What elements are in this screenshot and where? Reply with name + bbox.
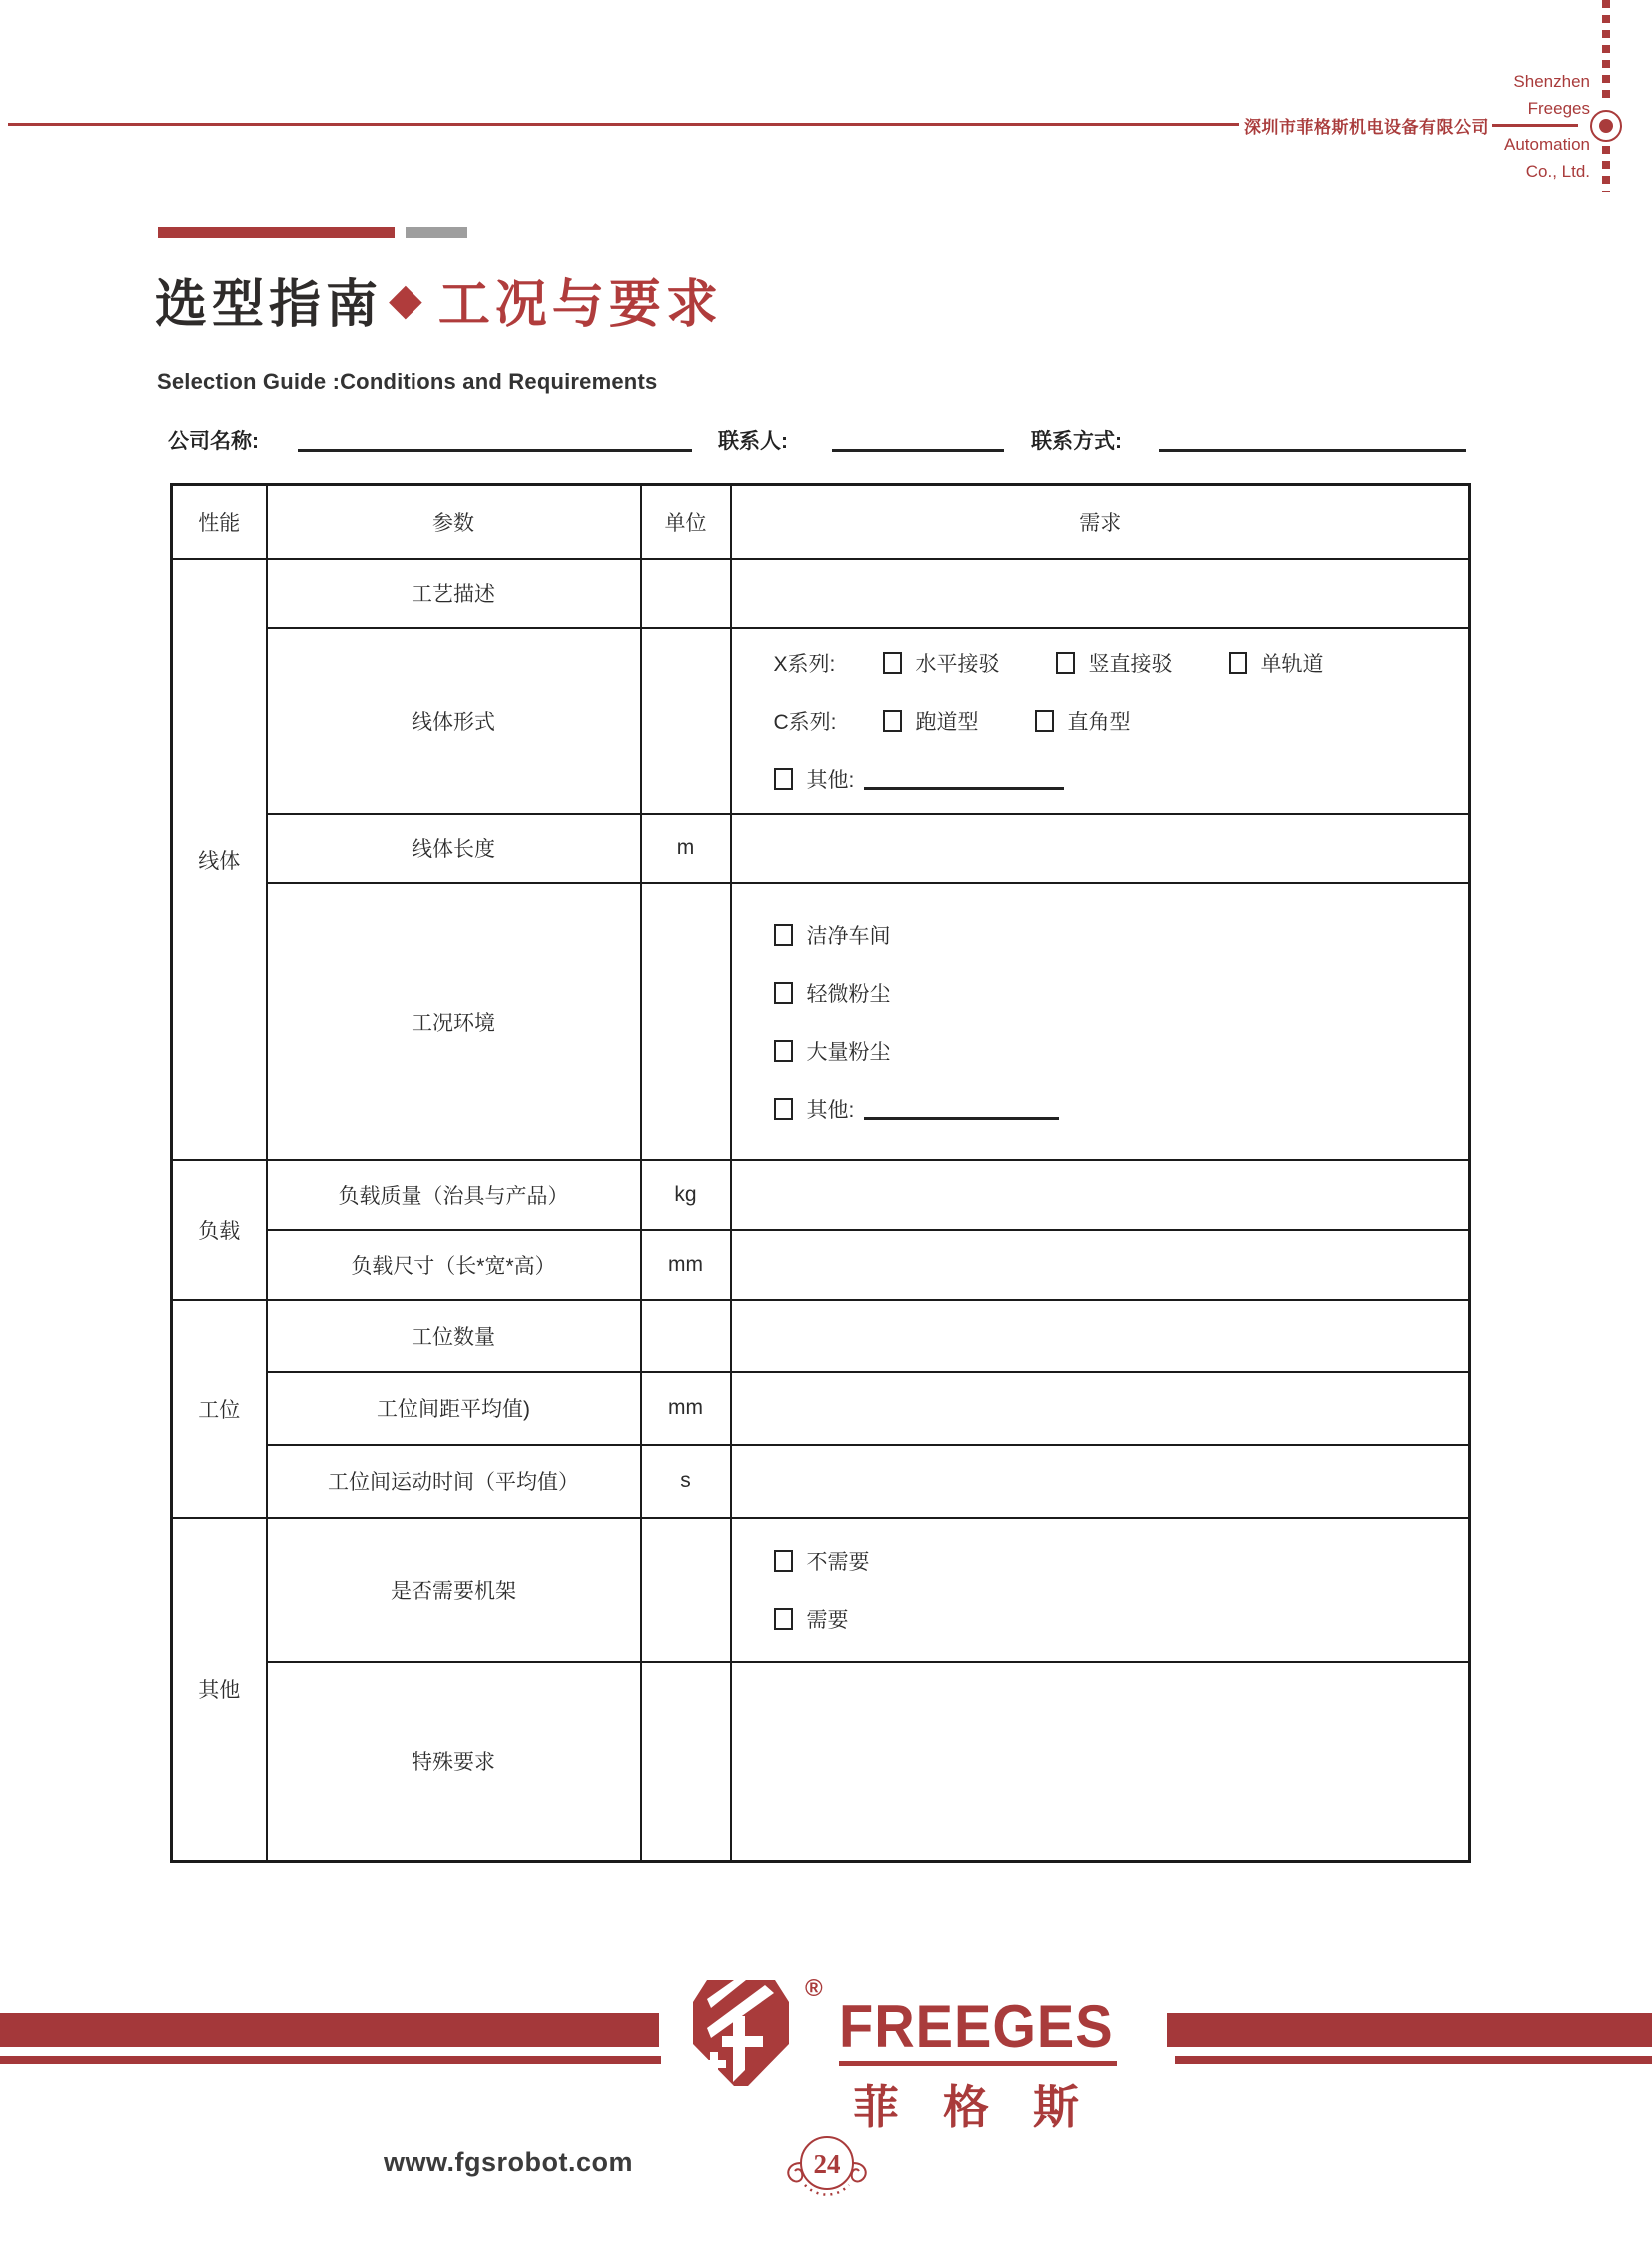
- company-name-en-bottom: [1504, 131, 1590, 185]
- page-title-red: 工况与要求: [437, 276, 723, 334]
- table-row: [172, 1160, 1470, 1230]
- checkbox-icon[interactable]: [774, 1608, 793, 1630]
- group-cell-load: 负载: [172, 1160, 267, 1300]
- footer-bar-right-thick: [1167, 2013, 1652, 2047]
- unit-cell: [641, 559, 731, 628]
- req-cell-station-pitch[interactable]: [731, 1372, 1470, 1445]
- param-station-count: 工位数量: [267, 1300, 641, 1372]
- header-rule-short: [1492, 124, 1578, 127]
- env-other-blank-field[interactable]: [864, 1097, 1059, 1119]
- company-en-line: Automation: [1504, 135, 1590, 154]
- col-header-unit: 单位: [641, 485, 731, 559]
- table-row: [172, 1662, 1470, 1862]
- table-row: [172, 1445, 1470, 1518]
- company-en-line: Freeges: [1527, 99, 1590, 118]
- contact-person-field[interactable]: [832, 449, 1004, 452]
- unit-cell: s: [641, 1445, 731, 1518]
- dashed-line-icon: [1602, 146, 1610, 192]
- table-row: [172, 559, 1470, 628]
- param-line-form: 线体形式: [267, 628, 641, 814]
- brand-wordmark-en: FREEGES: [839, 1992, 1114, 2061]
- option-rack-not-needed: 不需要: [774, 1546, 1469, 1576]
- group-cell-station: 工位: [172, 1300, 267, 1518]
- param-load-mass: 负载质量（治具与产品）: [267, 1160, 641, 1230]
- col-header-parameter: 参数: [267, 485, 641, 559]
- page-number: 24: [813, 2149, 841, 2179]
- unit-cell: mm: [641, 1230, 731, 1300]
- group-cell-other: 其他: [172, 1518, 267, 1862]
- brand-underline: [839, 2061, 1117, 2066]
- option-env-other: 其他:: [774, 1094, 1469, 1123]
- param-line-length: 线体长度: [267, 814, 641, 883]
- page-title-black: 选型指南: [155, 276, 384, 334]
- table-row: [172, 883, 1470, 1160]
- option-rack-needed: 需要: [774, 1604, 1469, 1634]
- option-single-rail: 单轨道: [1229, 648, 1324, 678]
- option-light-dust: 轻微粉尘: [774, 978, 1469, 1008]
- unit-cell: mm: [641, 1372, 731, 1445]
- brand-wordmark-cn: 菲格斯: [853, 2081, 1123, 2133]
- page-number-badge: [777, 2129, 877, 2215]
- website-link[interactable]: www.fgsrobot.com: [384, 2147, 633, 2177]
- option-clean-room: 洁净车间: [774, 920, 1469, 950]
- unit-cell: m: [641, 814, 731, 883]
- col-header-requirement: 需求: [731, 485, 1470, 559]
- dashed-line-icon: [1602, 0, 1610, 104]
- table-header-row: [172, 485, 1470, 559]
- checkbox-icon[interactable]: [774, 924, 793, 946]
- c-series-line: [774, 706, 1469, 736]
- checkbox-icon[interactable]: [1056, 652, 1075, 674]
- req-cell-station-count[interactable]: [731, 1300, 1470, 1372]
- req-cell-rack: [731, 1518, 1470, 1662]
- contact-person-label: 联系人:: [718, 430, 788, 453]
- target-dot-icon: [1590, 110, 1622, 142]
- checkbox-icon[interactable]: [883, 652, 902, 674]
- param-process-desc: 工艺描述: [267, 559, 641, 628]
- x-series-line: [774, 648, 1469, 678]
- req-cell-station-time[interactable]: [731, 1445, 1470, 1518]
- registered-trademark-icon: ®: [805, 1975, 823, 2002]
- unit-cell: [641, 1518, 731, 1662]
- option-other: 其他:: [774, 764, 855, 794]
- footer-bar-left-thin: [0, 2056, 661, 2064]
- unit-cell: [641, 883, 731, 1160]
- freeges-logo-icon: [677, 1971, 805, 2095]
- option-right-angle: 直角型: [1035, 706, 1131, 736]
- company-name-label: 公司名称:: [168, 430, 259, 453]
- option-heavy-dust: 大量粉尘: [774, 1036, 1469, 1066]
- checkbox-icon[interactable]: [883, 710, 902, 732]
- checkbox-icon[interactable]: [1035, 710, 1054, 732]
- table-row: [172, 1300, 1470, 1372]
- option-racetrack: 跑道型: [883, 706, 979, 736]
- param-station-time: 工位间运动时间（平均值）: [267, 1445, 641, 1518]
- company-name-field[interactable]: [298, 449, 692, 452]
- param-environment: 工况环境: [267, 883, 641, 1160]
- group-cell-line-body: 线体: [172, 559, 267, 1160]
- checkbox-icon[interactable]: [774, 1550, 793, 1572]
- title-accent-bar-gray: [406, 227, 467, 238]
- param-special: 特殊要求: [267, 1662, 641, 1862]
- param-rack: 是否需要机架: [267, 1518, 641, 1662]
- title-accent-bar-red: [158, 227, 395, 238]
- checkbox-icon[interactable]: [774, 768, 793, 790]
- req-cell-load-mass[interactable]: [731, 1160, 1470, 1230]
- contact-phone-label: 联系方式:: [1031, 430, 1122, 453]
- table-row: [172, 1518, 1470, 1662]
- checkbox-icon[interactable]: [774, 1040, 793, 1062]
- contact-phone-field[interactable]: [1159, 449, 1466, 452]
- company-name-en-top: [1513, 68, 1590, 122]
- c-series-label: C系列:: [773, 710, 837, 734]
- company-name-cn: 深圳市菲格斯机电设备有限公司: [1244, 118, 1489, 137]
- table-row: [172, 814, 1470, 883]
- diamond-icon: ◆: [389, 275, 422, 324]
- company-en-line: Co., Ltd.: [1525, 162, 1590, 181]
- checkbox-icon[interactable]: [1229, 652, 1247, 674]
- table-row: [172, 1372, 1470, 1445]
- x-series-label: X系列:: [773, 652, 836, 676]
- req-cell-line-form: [731, 628, 1470, 814]
- unit-cell: [641, 1662, 731, 1862]
- option-horizontal-transfer: 水平接驳: [883, 648, 1000, 678]
- footer-bar-right-thin: [1175, 2056, 1652, 2064]
- page-subtitle: Selection Guide :Conditions and Requirements: [157, 370, 658, 394]
- param-station-pitch: 工位间距平均值): [267, 1372, 641, 1445]
- req-cell-process-desc[interactable]: [731, 559, 1470, 628]
- other-blank-field[interactable]: [864, 767, 1064, 789]
- company-en-line: Shenzhen: [1513, 72, 1590, 91]
- req-cell-load-size[interactable]: [731, 1230, 1470, 1300]
- page-title: [155, 262, 723, 337]
- unit-cell: kg: [641, 1160, 731, 1230]
- param-load-size: 负载尺寸（长*宽*高）: [267, 1230, 641, 1300]
- unit-cell: [641, 628, 731, 814]
- footer-bar-left-thick: [0, 2013, 659, 2047]
- table-row: [172, 628, 1470, 814]
- col-header-performance: 性能: [172, 485, 267, 559]
- unit-cell: [641, 1300, 731, 1372]
- req-cell-environment: [731, 883, 1470, 1160]
- checkbox-icon[interactable]: [774, 982, 793, 1004]
- option-vertical-transfer: 竖直接驳: [1056, 648, 1173, 678]
- other-option-line: [774, 764, 1469, 794]
- header-rule: [8, 123, 1239, 126]
- spec-table: [170, 483, 1471, 1863]
- req-cell-special[interactable]: [731, 1662, 1470, 1862]
- checkbox-icon[interactable]: [774, 1098, 793, 1120]
- req-cell-line-length[interactable]: [731, 814, 1470, 883]
- table-row: [172, 1230, 1470, 1300]
